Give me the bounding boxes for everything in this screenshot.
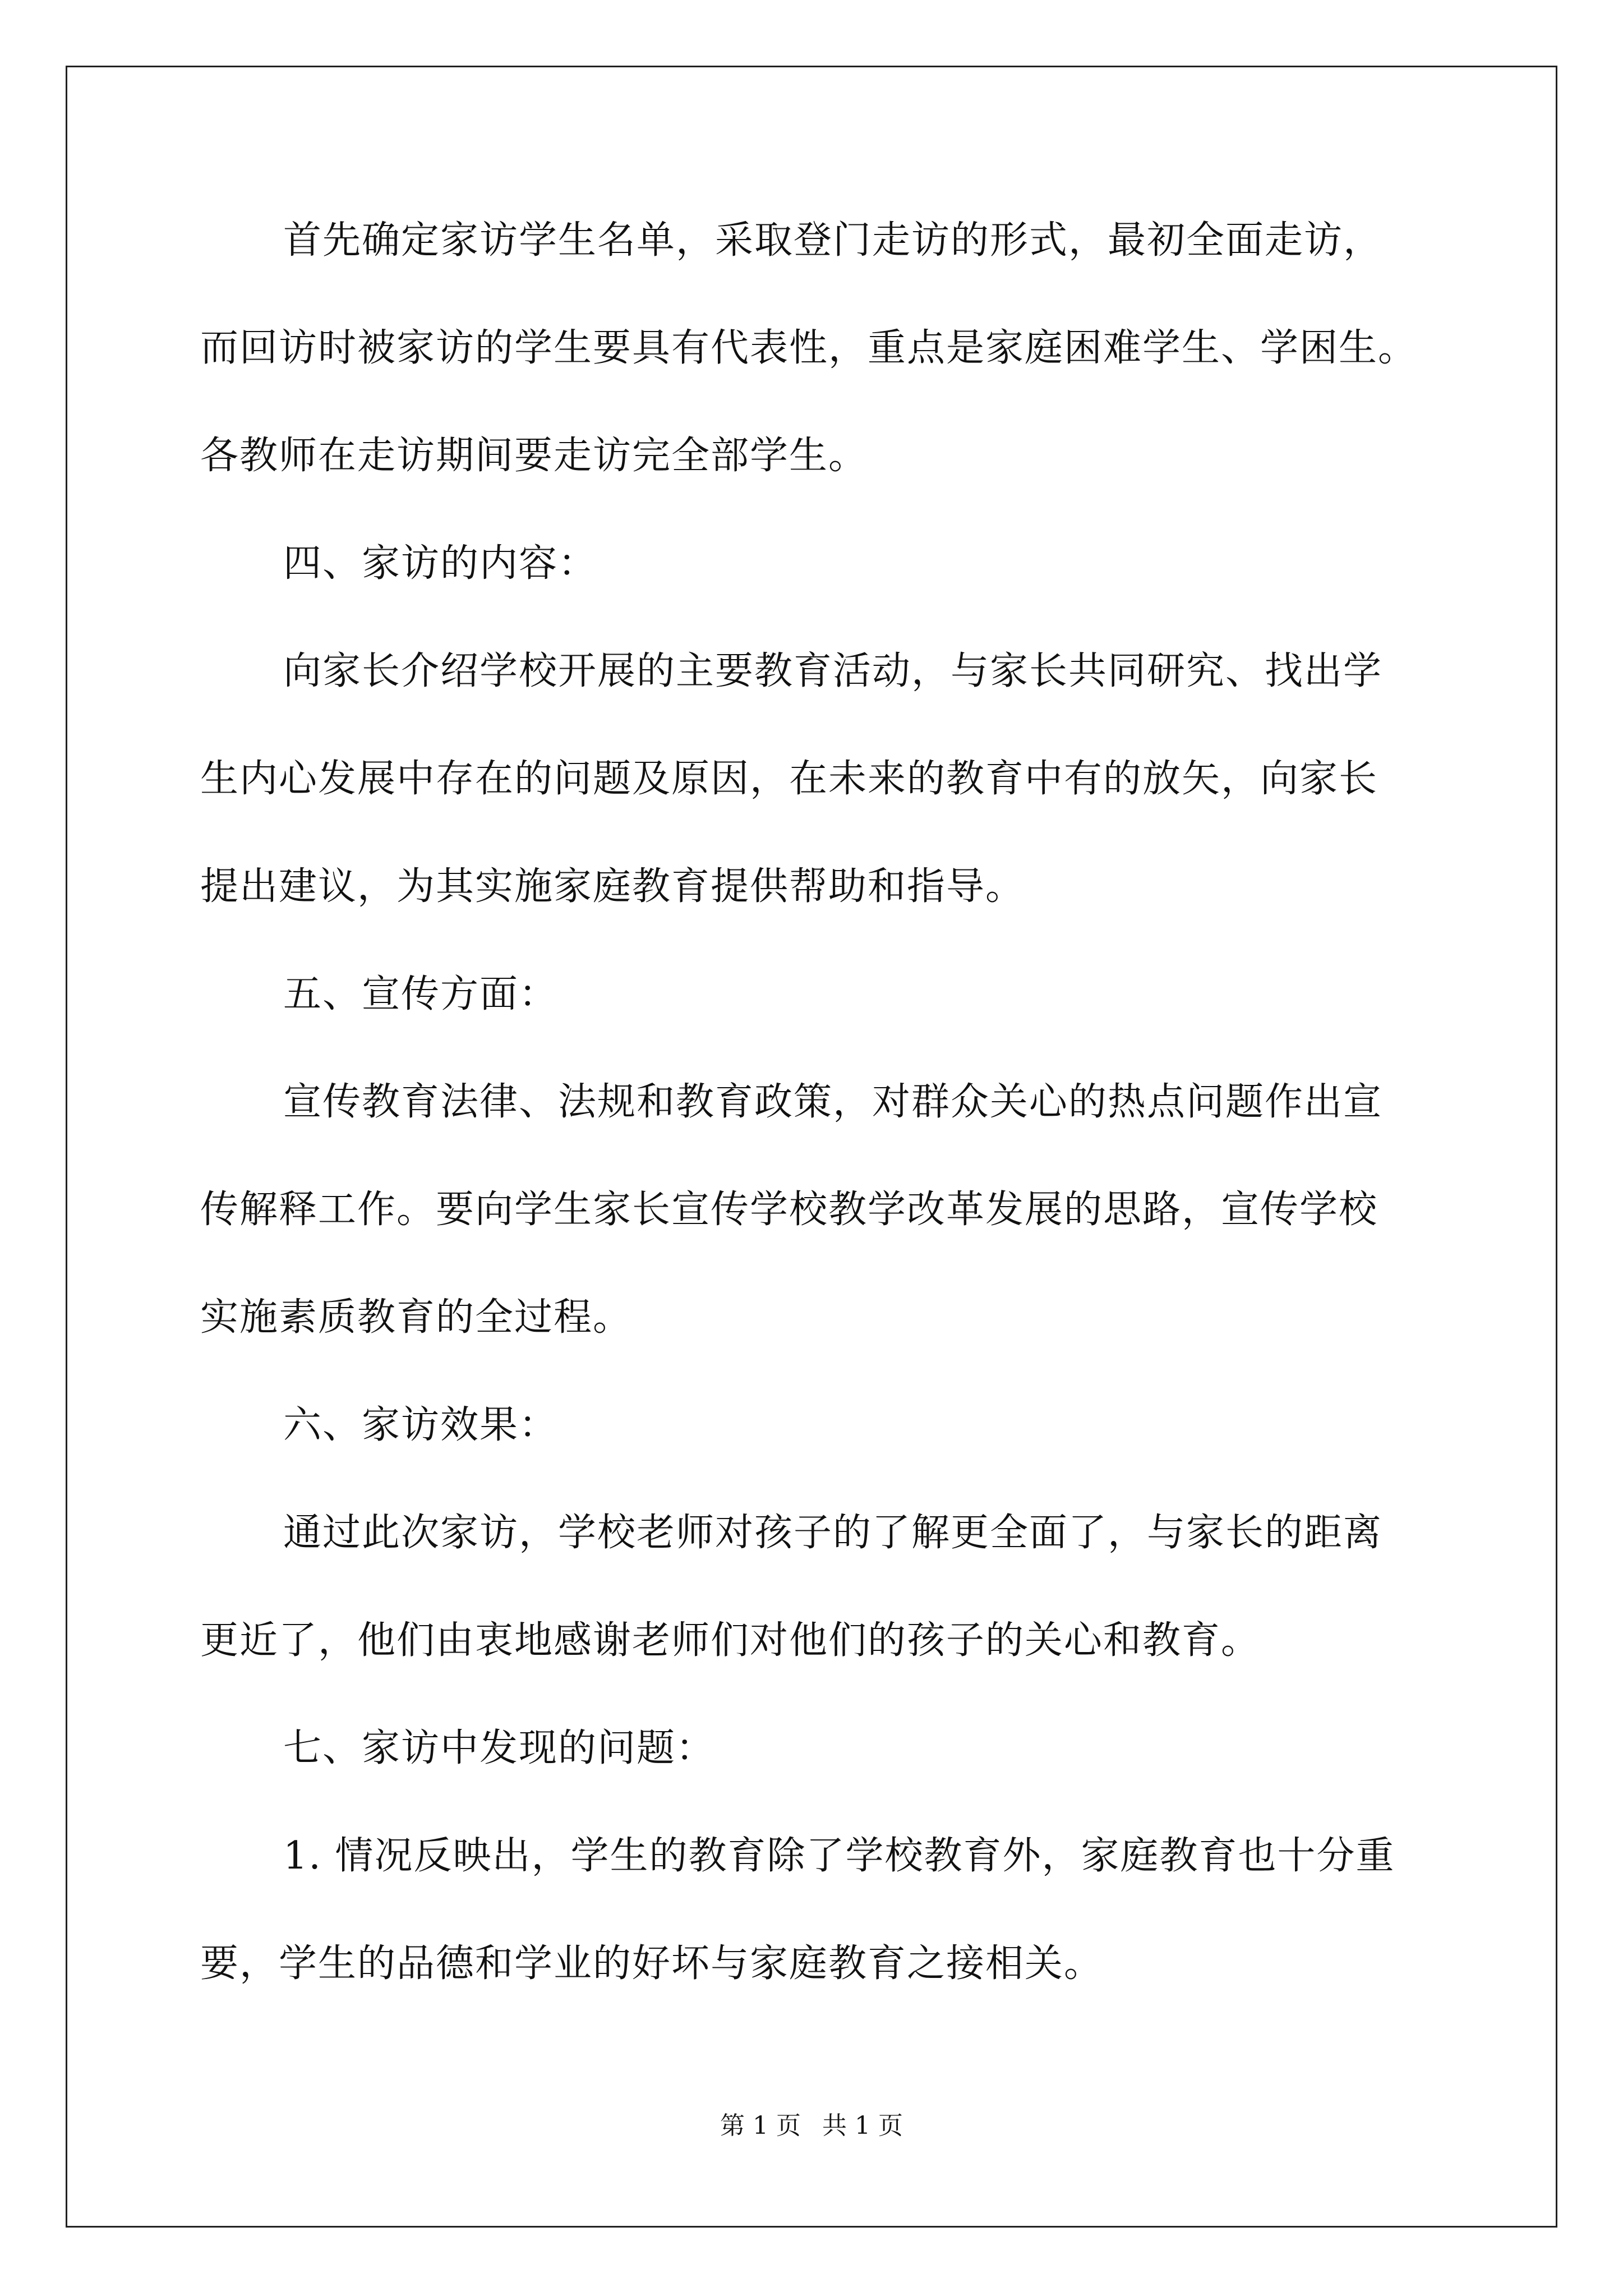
section-heading: 四、家访的内容： [283,541,598,586]
section-heading: 五、宣传方面： [283,972,559,1016]
text-line: 生内心发展中存在的问题及原因，在未来的教育中有的放矢，向家长 [200,757,1378,801]
text-line: 向家长介绍学校开展的主要教育活动，与家长共同研究、找出学 [283,649,1383,693]
text-line: 传解释工作。要向学生家长宣传学校教学改革发展的思路，宣传学校 [200,1188,1378,1232]
section-heading: 六、家访效果： [283,1403,559,1447]
page-border [66,66,1557,2228]
text-line: 要，学生的品德和学业的好坏与家庭教育之接相关。 [200,1941,1104,1986]
text-line: 通过此次家访，学校老师对孩子的了解更全面了，与家长的距离 [283,1511,1383,1555]
text-line: 1. 情况反映出，学生的教育除了学校教育外，家庭教育也十分重 [283,1834,1395,1878]
text-line: 实施素质教育的全过程。 [200,1295,633,1340]
text-line: 提出建议，为其实施家庭教育提供帮助和指导。 [200,864,1025,909]
text-line: 宣传教育法律、法规和教育政策，对群众关心的热点问题作出宣 [283,1080,1383,1124]
page-number: 第 1 页 [720,2111,801,2140]
text-line: 各教师在走访期间要走访完全部学生。 [200,434,868,478]
page-footer [0,2109,1623,2143]
text-line: 更近了，他们由衷地感谢老师们对他们的孩子的关心和教育。 [200,1618,1261,1663]
page-count: 共 1 页 [822,2111,903,2140]
section-heading: 七、家访中发现的问题： [283,1726,716,1770]
text-line: 而回访时被家访的学生要具有代表性，重点是家庭困难学生、学困生。 [200,326,1418,370]
text-line: 首先确定家访学生名单，采取登门走访的形式，最初全面走访， [283,218,1383,263]
